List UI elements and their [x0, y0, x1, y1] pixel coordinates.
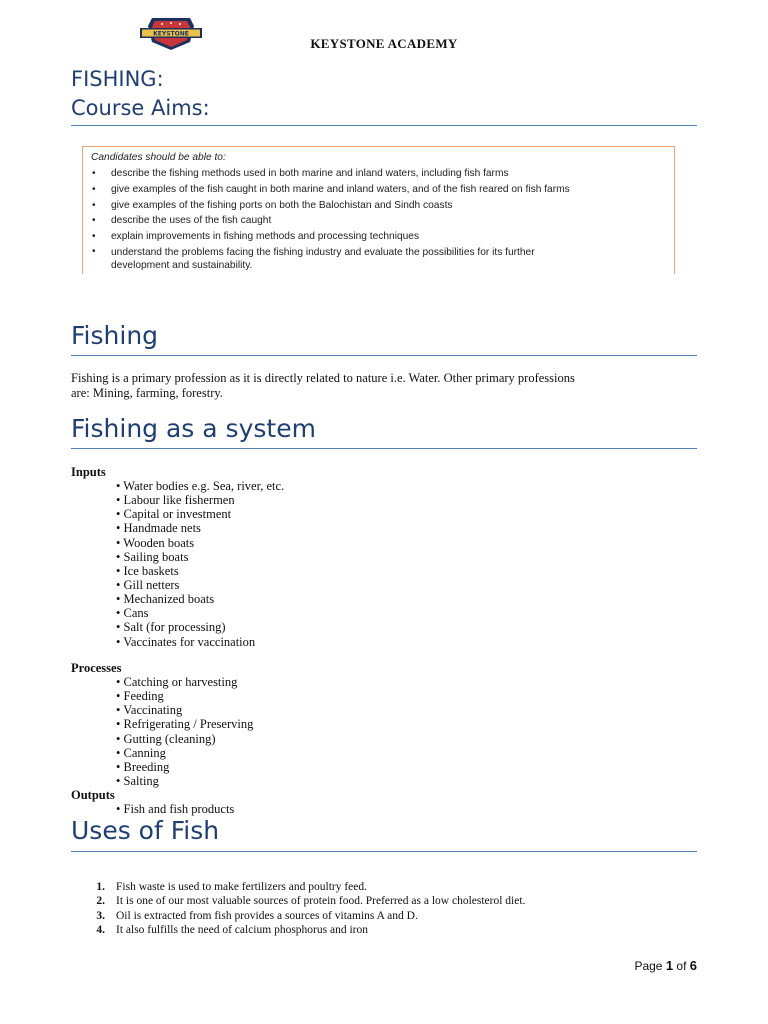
processes-label: Processes — [71, 661, 122, 675]
list-item: • Wooden boats — [116, 535, 195, 550]
list-item-line: development and sustainability. — [111, 259, 253, 271]
fishing-paragraph — [71, 371, 701, 400]
processes-list — [116, 675, 253, 788]
section-divider — [71, 355, 697, 356]
list-item: • Ice baskets — [116, 563, 179, 578]
list-item: • Feeding — [116, 689, 164, 704]
title-divider — [71, 125, 697, 126]
list-item: • Vaccinates for vaccination — [116, 634, 256, 649]
list-item: • Water bodies e.g. Sea, river, etc. — [116, 479, 285, 493]
inputs-list — [116, 479, 284, 649]
list-item: • Fish and fish products — [116, 802, 235, 816]
list-item: • explain improvements in fishing methods and processing techniques — [91, 229, 674, 245]
inputs-label: Inputs — [71, 465, 106, 479]
list-item: 1. Fish waste is used to make fertilizers and poultry feed. — [96, 881, 368, 893]
list-item: • Capital or investment — [116, 507, 232, 522]
school-name: KEYSTONE ACADEMY — [310, 36, 458, 51]
list-item: • Sailing boats — [116, 549, 189, 564]
list-item: • give examples of the fish caught in both marine and inland waters, and of the fish reared on fish farms — [91, 182, 674, 198]
list-item: • Mechanized boats — [116, 592, 215, 607]
course-aims-heading: Course Aims: — [71, 96, 210, 120]
section-heading-uses: Uses of Fish — [71, 816, 220, 845]
paragraph-line: Fishing is a primary profession as it is directly related to nature i.e. Water. Other primary professions — [71, 371, 575, 385]
page-title: FISHING: — [71, 67, 164, 91]
list-item: • Canning — [116, 745, 166, 760]
paragraph-line: are: Mining, farming, forestry. — [71, 385, 223, 400]
course-aims-intro: Candidates should be able to: — [91, 152, 226, 163]
course-aims-box — [82, 146, 675, 274]
list-item: • Salting — [116, 773, 159, 788]
list-item: • Handmade nets — [116, 521, 201, 536]
outputs-list — [116, 802, 234, 816]
list-item: • describe the fishing methods used in both marine and inland waters, including fish farms — [91, 166, 674, 182]
list-item: • Catching or harvesting — [116, 675, 238, 689]
list-item: • Breeding — [116, 759, 170, 774]
list-item: 4. It also fulfills the need of calcium phosphorus and iron — [96, 923, 368, 936]
section-divider — [71, 851, 697, 852]
list-item: • describe the uses of the fish caught — [91, 213, 674, 229]
section-heading-system: Fishing as a system — [71, 414, 316, 443]
list-item: 3. Oil is extracted from fish provides a sources of vitamins A and D. — [96, 909, 418, 922]
list-item: • Gutting (cleaning) — [116, 731, 216, 746]
section-divider — [71, 448, 697, 449]
logo-text: KEYSTONE — [153, 30, 189, 38]
list-item: 2. It is one of our most valuable sources of protein food. Preferred as a low cholesterol diet. — [96, 895, 526, 908]
list-item: • Vaccinating — [116, 703, 183, 718]
course-aims-list — [91, 166, 674, 272]
outputs-label: Outputs — [71, 788, 115, 802]
list-item: • Cans — [116, 606, 149, 621]
page-number: Page 1 of 6 — [634, 958, 697, 973]
uses-list — [71, 880, 525, 937]
list-item: • Gill netters — [116, 577, 180, 592]
list-item: • Salt (for processing) — [116, 620, 226, 635]
list-item: • Refrigerating / Preserving — [116, 717, 254, 732]
list-item: • give examples of the fishing ports on both the Balochistan and Sindh coasts — [91, 198, 674, 214]
section-heading-fishing: Fishing — [71, 321, 159, 350]
list-item: • Labour like fishermen — [116, 493, 235, 508]
list-item-line: understand the problems facing the fishing industry and evaluate the possibilities for its further — [111, 246, 535, 258]
list-item — [91, 245, 674, 272]
